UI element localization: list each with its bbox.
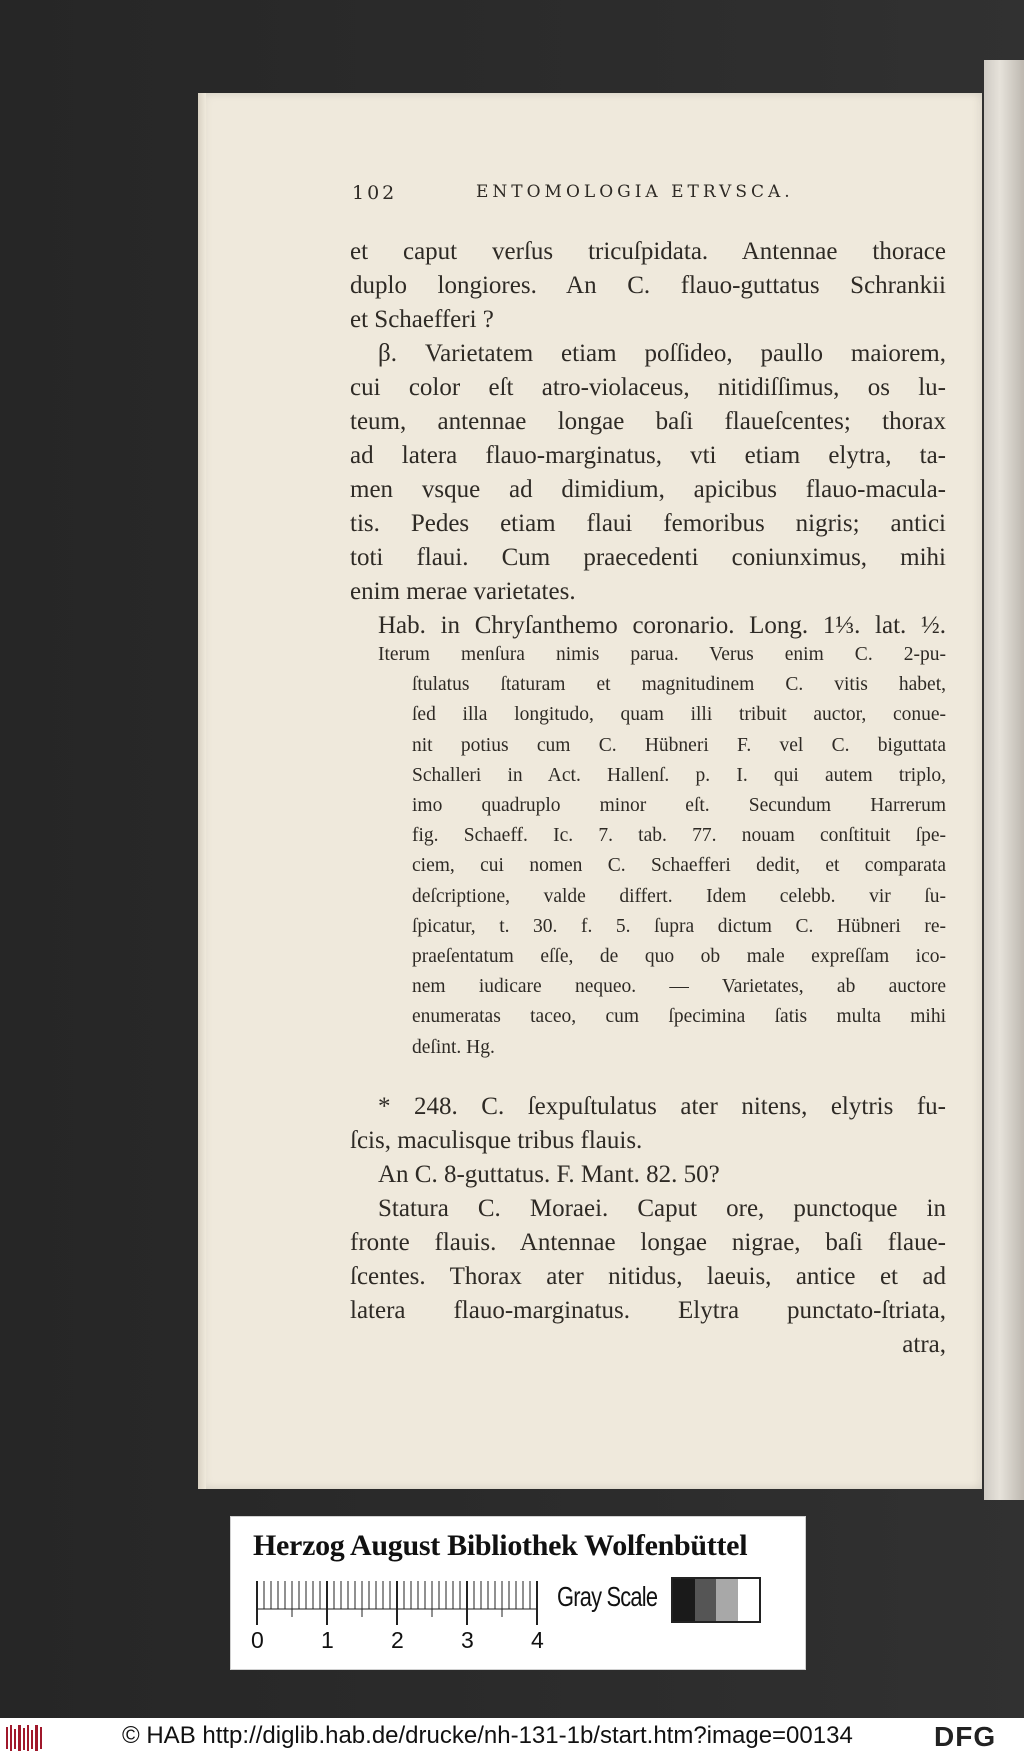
main-text-block-1	[350, 235, 946, 643]
text-line: toti flaui. Cum praecedenti coniunximus, mihi	[350, 544, 946, 571]
note-line: ſpicatur, t. 30. f. 5. ſupra dictum C. Hübneri re-	[412, 915, 946, 937]
text-line: Statura C. Moraei. Caput ore, punctoque in	[378, 1195, 946, 1222]
library-calibration-card	[230, 1516, 806, 1670]
note-line: praeſentatum eſſe, de quo ob male expreſſam ico-	[412, 946, 946, 968]
footer-bar	[0, 1718, 1024, 1756]
gray-patch	[695, 1579, 717, 1621]
page-number: 102	[352, 182, 398, 204]
note-line: Schalleri in Act. Hallenſ. p. I. qui autem triplo,	[412, 764, 946, 786]
ruler-number: 4	[531, 1627, 544, 1653]
text-line: cui color eſt atro-violaceus, nitidiſſimus, os lu-	[350, 374, 946, 401]
text-line: β. Varietatem etiam poſſideo, paullo maiorem,	[378, 340, 946, 367]
text-line: ſcentes. Thorax ater nitidus, laeuis, antice et ad	[350, 1263, 946, 1290]
note-line: ſed illa longitudo, quam illi tribuit auctor, conue-	[412, 704, 946, 726]
ruler-scale	[255, 1581, 545, 1631]
note-line: ciem, cui nomen C. Schaefferi dedit, et comparata	[412, 855, 946, 877]
gray-scale-patches	[671, 1577, 761, 1623]
note-line: deſint. Hg.	[412, 1036, 495, 1058]
main-text-block-2	[350, 1090, 946, 1362]
note-line: fig. Schaeff. Ic. 7. tab. 77. nouam conſtituit ſpe-	[412, 825, 946, 847]
note-line: nem iudicare nequeo. — Varietates, ab auctore	[412, 976, 946, 998]
species-heading: * 248. C. ſexpuſtulatus ater nitens, elytris fu-	[378, 1093, 946, 1120]
text-line: fronte flauis. Antennae longae nigrae, baſi flaue-	[350, 1229, 946, 1256]
text-line: et caput verſus tricuſpidata. Antennae thorace	[350, 238, 946, 265]
text-line: teum, antennae longae baſi flaueſcentes; thorax	[350, 408, 946, 435]
gray-patch	[673, 1579, 695, 1621]
habitat-line: Hab. in Chryſanthemo coronario. Long. 1⅓. lat. ½.	[378, 612, 946, 639]
gray-patch	[716, 1579, 738, 1621]
ruler-number: 2	[391, 1627, 404, 1653]
barcode-logo-icon	[6, 1725, 46, 1751]
remark-block	[350, 640, 946, 1063]
gray-patch	[738, 1579, 760, 1621]
note-line: imo quadruplo minor eſt. Secundum Harrerum	[412, 795, 946, 817]
ruler-number: 0	[251, 1627, 264, 1653]
note-line: deſcriptione, valde differt. Idem celebb. vir ſu-	[412, 885, 946, 907]
copyright-url: © HAB http://diglib.hab.de/drucke/nh-131-1b/start.htm?image=00134	[122, 1722, 853, 1749]
text-line: ſcis, maculisque tribus flauis.	[350, 1127, 643, 1154]
dfg-logo: DFG	[934, 1721, 997, 1752]
text-line: ad latera flauo-marginatus, vti etiam elytra, ta-	[350, 442, 946, 469]
library-name: Herzog August Bibliothek Wolfenbüttel	[253, 1529, 748, 1562]
text-line: men vsque ad dimidium, apicibus flauo-macula-	[350, 476, 946, 503]
text-line: tis. Pedes etiam flaui femoribus nigris; antici	[350, 510, 946, 537]
gray-scale-label: Gray Scale	[557, 1581, 658, 1612]
ruler-number: 3	[461, 1627, 474, 1653]
ruler-number: 1	[321, 1627, 334, 1653]
text-line: duplo longiores. An C. flauo-guttatus Schrankii	[350, 272, 946, 299]
note-line: ſtulatus ſtaturam et magnitudinem C. vitis habet,	[412, 674, 946, 696]
running-title: ENTOMOLOGIA ETRVSCA.	[476, 182, 794, 202]
text-line: An C. 8-guttatus. F. Mant. 82. 50?	[378, 1161, 720, 1188]
adjacent-page-edge	[984, 60, 1024, 1500]
catchword: atra,	[902, 1331, 946, 1358]
note-line: Iterum menſura nimis parua. Verus enim C. 2-pu-	[378, 644, 946, 665]
running-head	[352, 182, 822, 212]
note-line: enumeratas taceo, cum ſpecimina ſatis multa mihi	[412, 1006, 946, 1028]
text-line: latera flauo-marginatus. Elytra punctato-ſtriata,	[350, 1297, 946, 1324]
note-line: nit potius cum C. Hübneri F. vel C. biguttata	[412, 734, 946, 756]
text-line: enim merae varietates.	[350, 578, 576, 605]
page-gutter-shadow	[198, 93, 206, 1489]
text-line: et Schaefferi ?	[350, 306, 494, 333]
